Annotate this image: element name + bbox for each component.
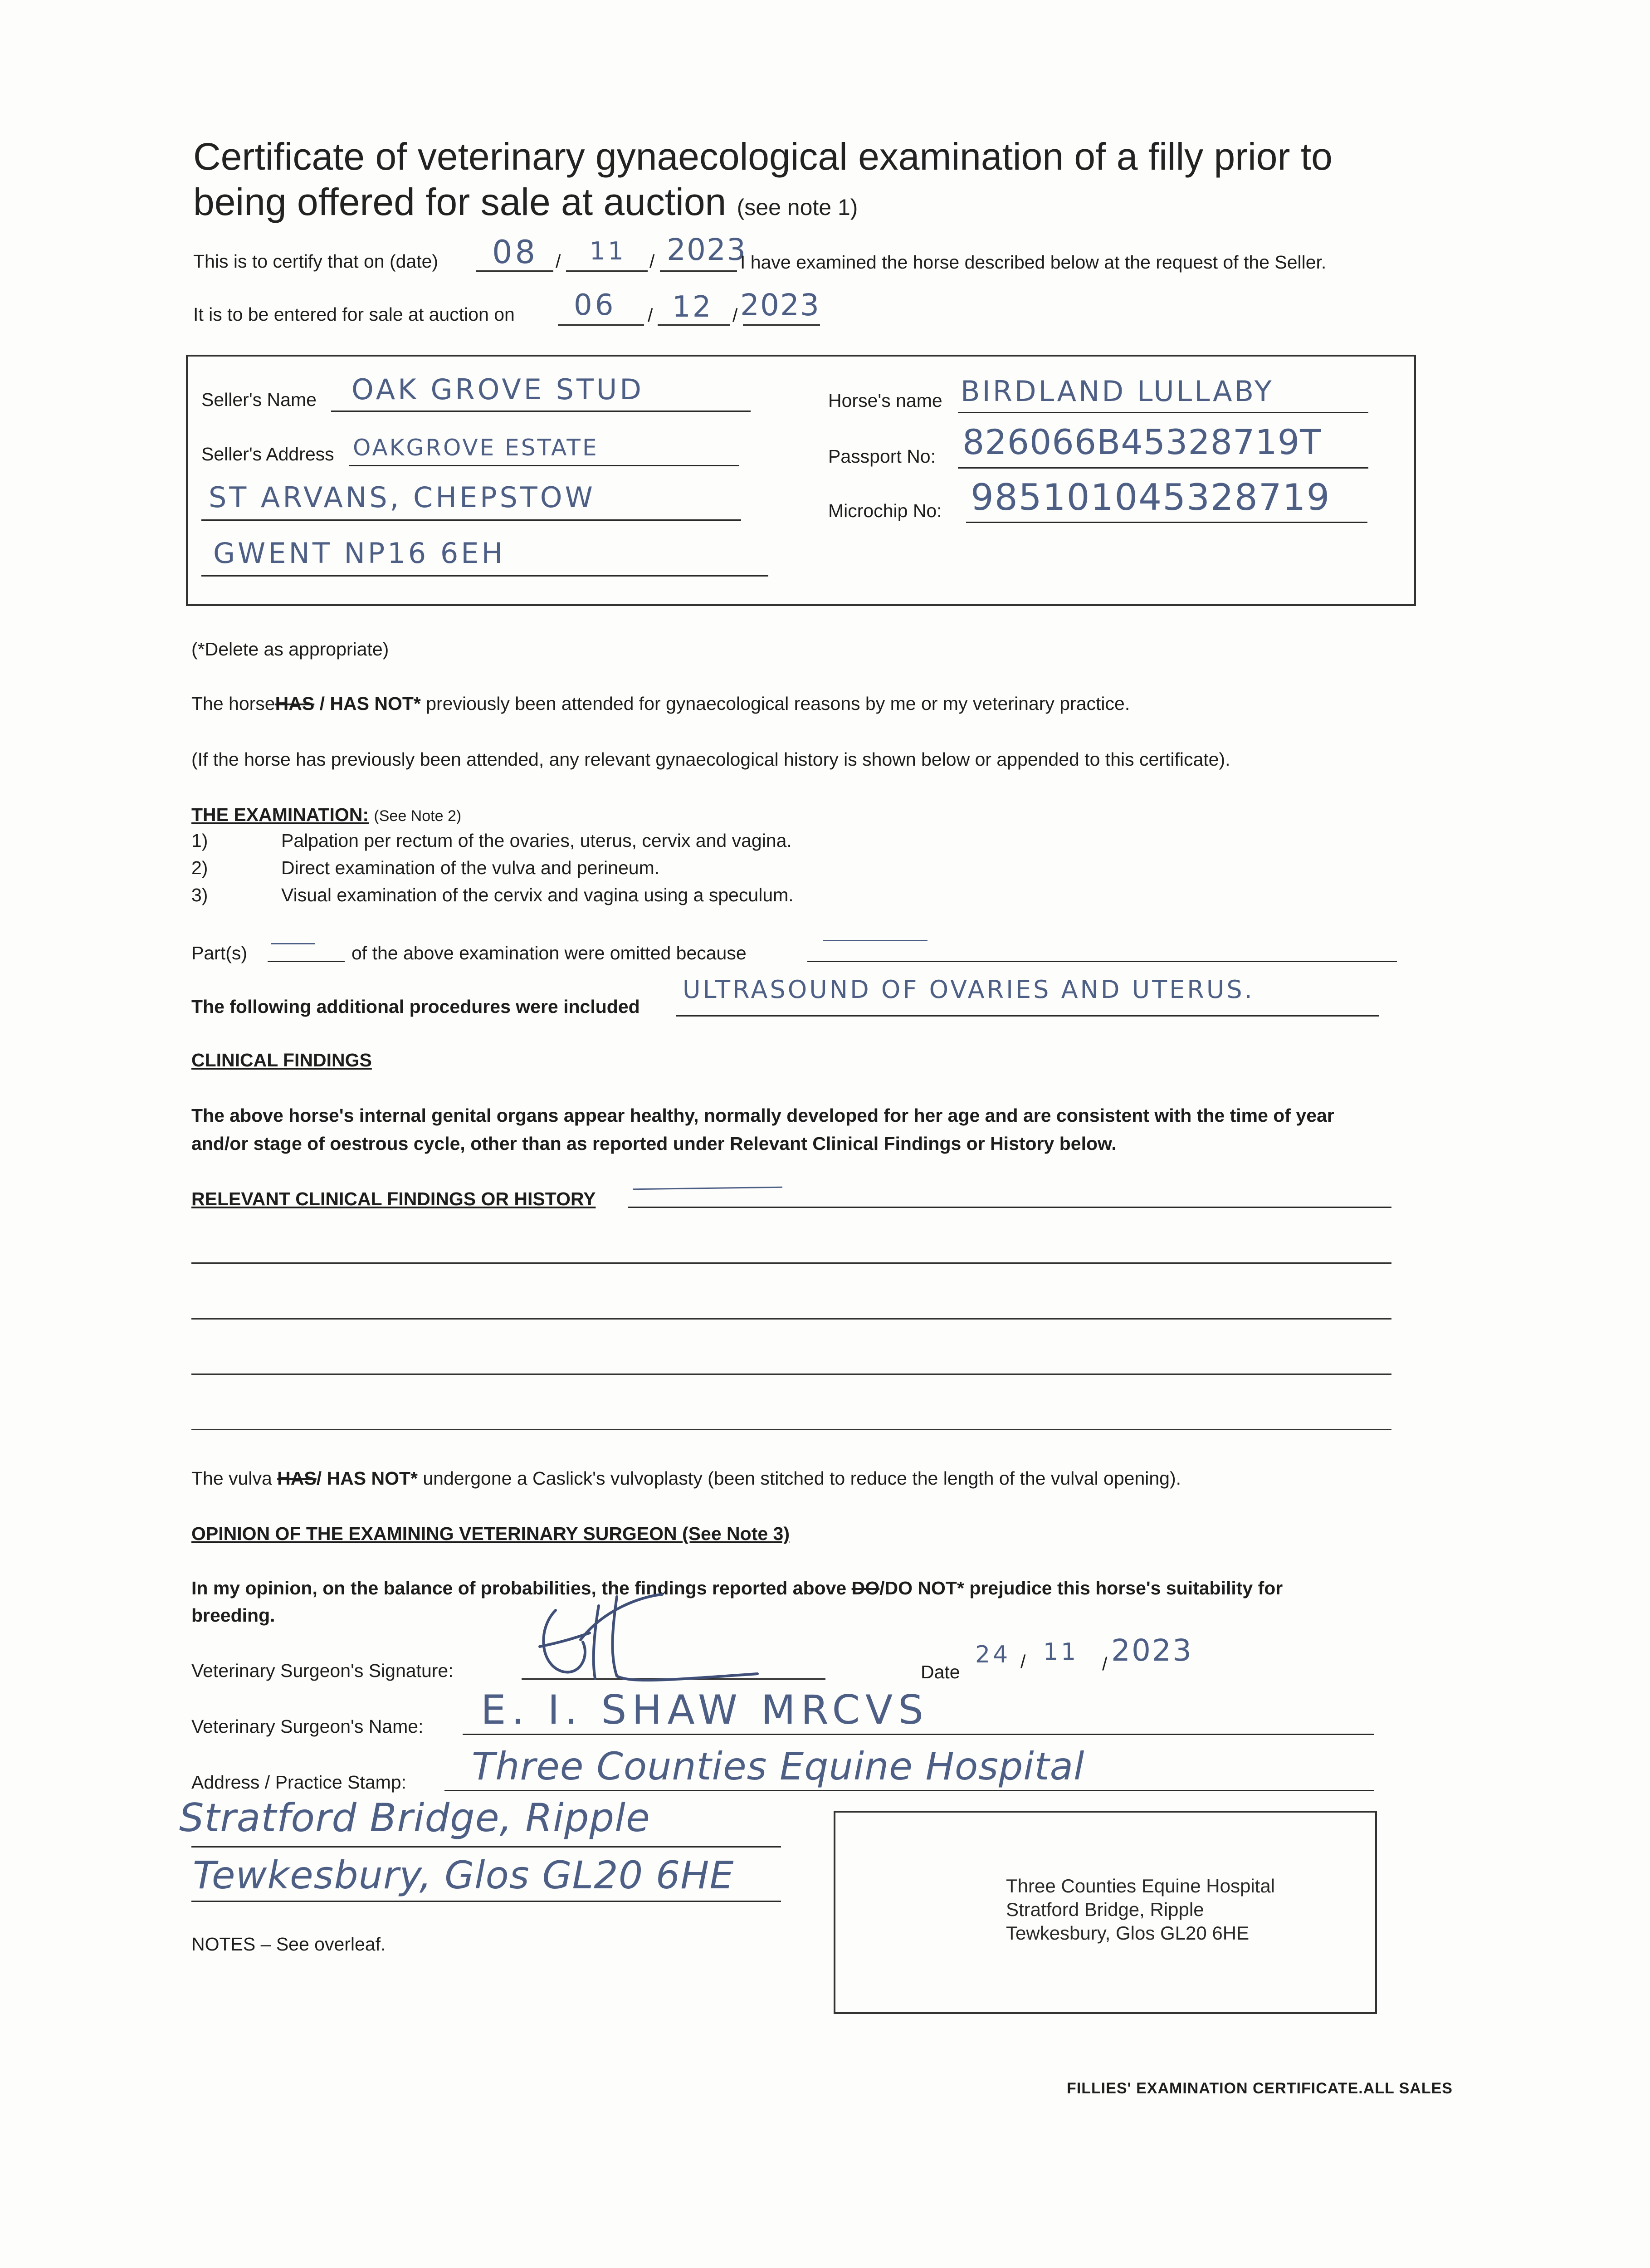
surgeon-name-label: Veterinary Surgeon's Name:: [191, 1716, 424, 1737]
title-line-2-text: being offered for sale at auction: [193, 181, 727, 223]
signature-image: [513, 1579, 766, 1687]
relevant-line-2: [191, 1318, 1391, 1320]
exam-item-text: Palpation per rectum of the ovaries, uterus, cervix and vagina.: [281, 830, 792, 851]
omitted-middle: of the above examination were omitted because: [351, 943, 747, 963]
exam-item-text: Visual examination of the cervix and vagina using a speculum.: [281, 885, 794, 905]
history-note: (If the horse has previously been attended, any relevant gynaecological history is shown below or appended to this certificate).: [191, 749, 1230, 770]
attended-prefix: The horse: [191, 693, 275, 714]
vulva-statement: [191, 1464, 1181, 1492]
seller-address-line-1: [349, 465, 739, 466]
horse-name-value: BIRDLAND LULLABY: [961, 375, 1274, 408]
title-line-1: Certificate of veterinary gynaecological examination of a filly prior to: [193, 135, 1333, 178]
exam-date-month-line: [566, 270, 648, 272]
omitted-reason-line: [807, 961, 1397, 962]
sign-date-day: 24: [975, 1641, 1011, 1668]
date-separator: /: [556, 251, 561, 272]
omitted-parts-dash: [271, 943, 315, 944]
certificate-title: [193, 134, 1333, 230]
auction-date-day-line: [558, 324, 644, 326]
passport-value: 826066B45328719T: [962, 422, 1322, 462]
omitted-parts-line: [268, 961, 345, 962]
auction-prefix: It is to be entered for sale at auction on: [193, 304, 515, 325]
exam-date-year: 2023: [667, 232, 747, 267]
exam-heading-note: (See Note 2): [374, 807, 462, 825]
seller-name-value: OAK GROVE STUD: [351, 373, 644, 406]
vulva-kept: / HAS NOT*: [316, 1468, 418, 1489]
practice-line-2: [191, 1846, 781, 1848]
attended-struck: HAS: [275, 693, 315, 714]
practice-handwritten-line-1: Three Counties Equine Hospital: [472, 1744, 1085, 1789]
exam-date-month: 11: [590, 237, 626, 265]
date-separator: /: [1020, 1651, 1026, 1672]
microchip-label: Microchip No:: [828, 500, 942, 521]
practice-handwritten-line-2: Stratford Bridge, Ripple: [179, 1795, 650, 1841]
seller-address-value-3: GWENT NP16 6EH: [213, 537, 506, 570]
microchip-value: 985101045328719: [971, 476, 1331, 518]
opinion-line-2: breeding.: [191, 1605, 275, 1626]
relevant-line-3: [191, 1374, 1391, 1375]
seller-address-value-2: ST ARVANS, CHEPSTOW: [209, 481, 596, 514]
exam-date-day: 08: [492, 234, 538, 271]
seller-name-line: [331, 411, 751, 412]
additional-line: [676, 1015, 1379, 1017]
certify-prefix: This is to certify that on (date): [193, 251, 439, 272]
relevant-line-4: [191, 1429, 1391, 1430]
additional-value: ULTRASOUND OF OVARIES AND UTERUS.: [683, 975, 1255, 1004]
sign-date-month: 11: [1043, 1638, 1079, 1666]
sign-date-label: Date: [921, 1662, 960, 1682]
attended-suffix: previously been attended for gynaecological reasons by me or my veterinary practice.: [420, 693, 1130, 714]
auction-date-year: 2023: [740, 288, 820, 323]
exam-item-num: 2): [191, 857, 208, 878]
seller-address-line-2: [201, 519, 741, 521]
stamp-line-1: Three Counties Equine Hospital: [1006, 1875, 1275, 1897]
clinical-text-line-2: and/or stage of oestrous cycle, other than as reported under Relevant Clinical Findings or History below.: [191, 1133, 1117, 1154]
clinical-text-line-1: The above horse's internal genital organs appear healthy, normally developed for her age and are consistent with the time of year: [191, 1105, 1334, 1126]
auction-date-day: 06: [574, 288, 616, 322]
practice-line-3: [191, 1901, 781, 1902]
attended-sep: /: [314, 693, 330, 714]
exam-heading-text: THE EXAMINATION:: [191, 804, 369, 825]
exam-item-num: 3): [191, 885, 208, 905]
sign-date-year: 2023: [1111, 1633, 1193, 1668]
relevant-line-0: [628, 1207, 1391, 1208]
date-separator: /: [648, 305, 653, 326]
signature-label: Veterinary Surgeon's Signature:: [191, 1660, 454, 1681]
address-stamp-line: [444, 1790, 1374, 1791]
auction-date-month-line: [658, 324, 730, 326]
certify-suffix: I have examined the horse described below at the request of the Seller.: [740, 252, 1327, 273]
relevant-dash: [633, 1187, 782, 1190]
exam-item-text: Direct examination of the vulva and perineum.: [281, 857, 660, 878]
passport-label: Passport No:: [828, 446, 936, 467]
surgeon-name-line: [463, 1734, 1374, 1735]
seller-address-line-3: [201, 575, 768, 577]
date-separator: /: [1102, 1653, 1108, 1674]
exam-heading: [191, 801, 461, 830]
relevant-heading: RELEVANT CLINICAL FINDINGS OR HISTORY: [191, 1188, 596, 1209]
seller-address-value-1: OAKGROVE ESTATE: [353, 435, 599, 461]
seller-name-label: Seller's Name: [201, 389, 317, 410]
horse-name-line: [958, 412, 1368, 413]
delete-note: (*Delete as appropriate): [191, 639, 389, 660]
auction-date-month: 12: [672, 290, 713, 324]
vulva-suffix: undergone a Caslick's vulvoplasty (been stitched to reduce the length of the vulval opening).: [417, 1468, 1181, 1489]
opinion-prefix: In my opinion, on the balance of probabilities, the findings reported above: [191, 1578, 852, 1598]
vulva-prefix: The vulva: [191, 1468, 278, 1489]
date-separator: /: [732, 305, 738, 326]
seller-address-label: Seller's Address: [201, 444, 334, 464]
surgeon-name-value: E. I. SHAW MRCVS: [481, 1686, 929, 1733]
auction-date-year-line: [743, 324, 820, 326]
title-note: (see note 1): [737, 195, 858, 220]
stamp-line-2: Stratford Bridge, Ripple: [1006, 1899, 1204, 1920]
exam-date-year-line: [660, 270, 737, 272]
additional-label: The following additional procedures were included: [191, 996, 640, 1017]
horse-name-label: Horse's name: [828, 390, 942, 411]
opinion-struck: DO: [851, 1578, 880, 1598]
omitted-reason-dash: [823, 940, 928, 941]
date-separator: /: [649, 251, 655, 272]
omitted-prefix: Part(s): [191, 943, 247, 963]
footer-text: FILLIES' EXAMINATION CERTIFICATE.ALL SALES: [1067, 2080, 1453, 2097]
relevant-line-1: [191, 1262, 1391, 1264]
opinion-suffix: prejudice this horse's suitability for: [964, 1578, 1283, 1598]
attended-statement: [191, 689, 1130, 718]
clinical-heading: CLINICAL FINDINGS: [191, 1050, 372, 1070]
title-line-2: [193, 179, 1333, 230]
notes-text: NOTES – See overleaf.: [191, 1934, 386, 1955]
vulva-struck: HAS: [277, 1468, 317, 1489]
opinion-heading: OPINION OF THE EXAMINING VETERINARY SURGEON (See Note 3): [191, 1523, 790, 1544]
opinion-kept: /DO NOT*: [879, 1578, 964, 1598]
stamp-line-3: Tewkesbury, Glos GL20 6HE: [1006, 1922, 1250, 1944]
passport-line: [958, 467, 1368, 469]
practice-handwritten-line-3: Tewkesbury, Glos GL20 6HE: [193, 1853, 734, 1897]
address-stamp-label: Address / Practice Stamp:: [191, 1772, 406, 1793]
attended-kept: HAS NOT*: [330, 693, 421, 714]
microchip-line: [966, 522, 1367, 523]
exam-item-num: 1): [191, 830, 208, 851]
